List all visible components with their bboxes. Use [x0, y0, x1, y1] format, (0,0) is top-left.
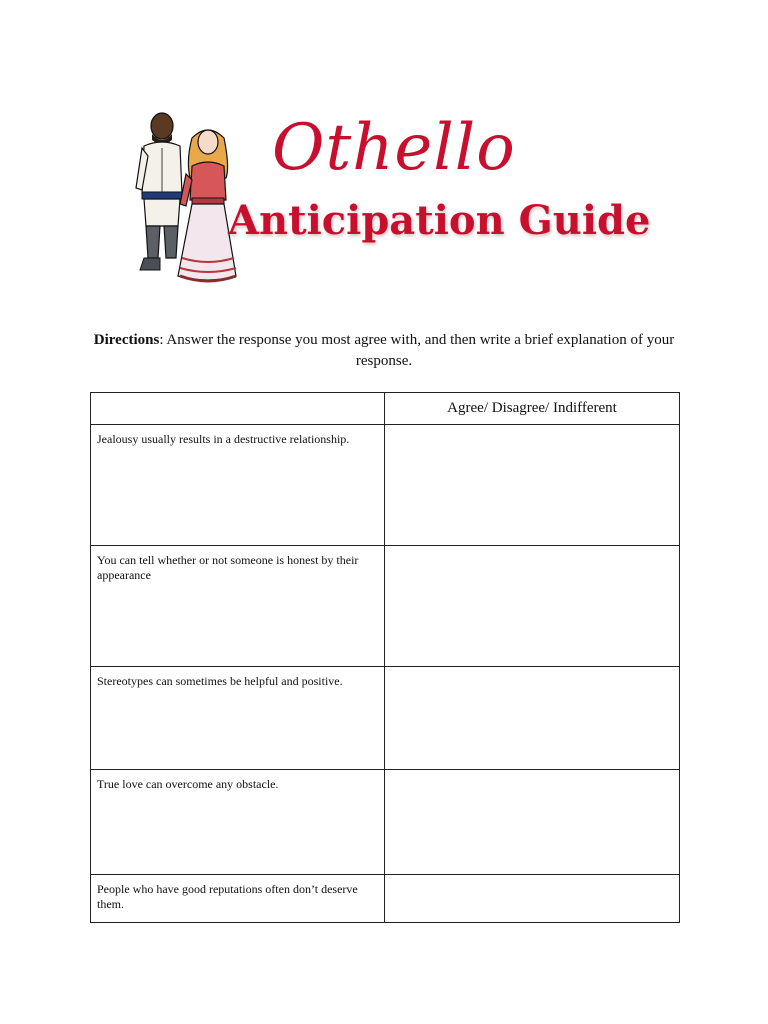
script-title: Othello: [272, 111, 516, 185]
statement-cell: [91, 875, 385, 923]
directions-text: : Answer the response you most agree with, and then write a brief explanation of your response.: [159, 332, 675, 369]
statement-cell: [91, 425, 385, 546]
othello-desdemona-illustration-icon: [130, 108, 240, 288]
response-cell[interactable]: [385, 667, 680, 770]
statement-cell: [91, 770, 385, 875]
statement-text: Jealousy usually results in a destructive relationship.: [97, 432, 350, 446]
column-header-response: Agree/ Disagree/ Indifferent: [385, 393, 680, 425]
document-header: [130, 108, 651, 293]
statement-cell: [91, 546, 385, 667]
table-row: [91, 770, 680, 875]
table-row: [91, 546, 680, 667]
table-row: [91, 875, 680, 923]
statement-text: People who have good reputations often don’t deserve them.: [97, 882, 358, 911]
table-row: [91, 425, 680, 546]
column-header-statement: [91, 393, 385, 425]
table-row: [91, 667, 680, 770]
response-cell[interactable]: [385, 425, 680, 546]
anticipation-table: [90, 392, 680, 923]
main-title: Anticipation Guide: [228, 197, 651, 244]
directions-paragraph: [88, 330, 680, 372]
table-header-row: [91, 393, 680, 425]
statement-text: Stereotypes can sometimes be helpful and positive.: [97, 674, 343, 688]
statement-text: True love can overcome any obstacle.: [97, 777, 279, 791]
statement-cell: [91, 667, 385, 770]
statement-text: You can tell whether or not someone is honest by their appearance: [97, 553, 359, 582]
response-cell[interactable]: [385, 546, 680, 667]
response-cell[interactable]: [385, 875, 680, 923]
response-cell[interactable]: [385, 770, 680, 875]
directions-label: Directions: [93, 332, 160, 348]
